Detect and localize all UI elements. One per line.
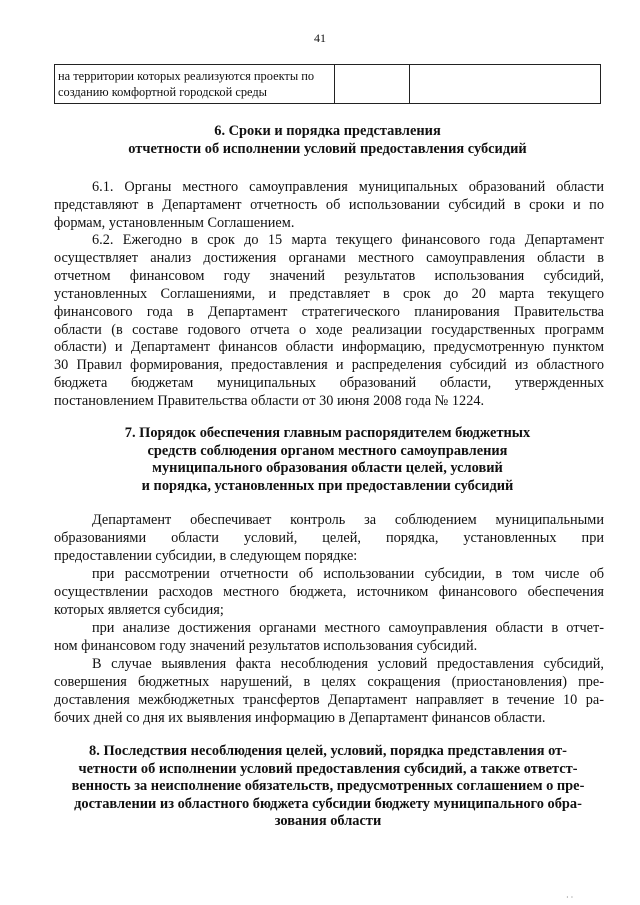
- text-line: доставления межбюджетных трансфертов Департамент направляет в течение 10 ра-: [54, 691, 604, 708]
- text-line: области (в составе годового отчета о ходе реализации государственных программ: [54, 321, 604, 338]
- heading-line: 6. Сроки и порядка представления: [214, 123, 441, 139]
- paragraph-6-2: [54, 232, 604, 411]
- text-line: Департамент обеспечивает контроль за соблюдением муниципальными: [92, 512, 604, 528]
- section-7-heading: [54, 425, 601, 495]
- text-line: формам, установленным Соглашением.: [54, 214, 295, 231]
- heading-line: зования области: [274, 813, 382, 829]
- heading-line: отчетности об исполнении условий предоставления субсидий: [128, 140, 527, 157]
- table-cell-description: [55, 65, 335, 104]
- text-line: осуществляет анализ достижения органами местного самоуправления области в: [54, 249, 604, 266]
- heading-line: и порядка, установленных при предоставлении субсидий: [141, 477, 514, 494]
- heading-line: муниципального образования области целей, условий: [152, 460, 503, 476]
- heading-line: четности об исполнении условий предоставления субсидий, а также ответст-: [78, 760, 578, 777]
- text-line: финансового года в Департамент стратегического планирования Правительства: [54, 303, 604, 320]
- section-6-heading: [54, 123, 601, 158]
- text-line: осуществлении расходов местного бюджета, источником финансового обеспечения: [54, 583, 604, 600]
- text-line: представляют в Департамент отчетность об использовании субсидий в сроки и по: [54, 196, 604, 213]
- table-cell-line: на территории которых реализуются проекты по: [58, 69, 315, 83]
- text-line: ном финансовом году значений результатов использования субсидий.: [54, 637, 478, 654]
- continuation-table: [54, 64, 601, 104]
- heading-line: 7. Порядок обеспечения главным распорядителем бюджетных: [124, 425, 531, 441]
- paragraph-6-1: [54, 179, 604, 233]
- table-cell-empty: [410, 65, 601, 104]
- text-line: 30 Правил формирования, предоставления и распределения субсидий из областного: [54, 357, 604, 374]
- text-line: бюджета бюджетам муниципальных образований области, утвержденных: [54, 375, 604, 392]
- text-line: 6.1. Органы местного самоуправления муниципальных образований области: [92, 179, 604, 195]
- paragraph-7-3: [54, 620, 604, 656]
- text-line: отчетном финансовом году значений результатов использования субсидий,: [54, 267, 604, 284]
- scan-speck: · ·: [566, 893, 574, 902]
- section-8-heading: [52, 743, 604, 831]
- text-line: 6.2. Ежегодно в срок до 15 марта текущего финансового года Департамент: [92, 232, 604, 248]
- paragraph-7-4: [54, 656, 604, 728]
- heading-line: доставлении из областного бюджета субсидии бюджету муниципального обра-: [74, 795, 582, 812]
- paragraph-7-1: [54, 512, 604, 566]
- text-line: при рассмотрении отчетности об использовании субсидии, в том числе об: [92, 566, 604, 582]
- heading-line: средств соблюдения органом местного самоуправления: [147, 442, 508, 459]
- text-line: В случае выявления факта несоблюдения условий предоставления субсидий,: [92, 656, 604, 672]
- paragraph-7-2: [54, 566, 604, 620]
- text-line: совершения бюджетных нарушений, в целях сокращения (приостановления) пре-: [54, 673, 604, 690]
- text-line: предоставлении субсидии, в следующем порядке:: [54, 547, 358, 564]
- text-line: установленных Соглашениями, и представляет в срок до 20 марта текущего: [54, 285, 604, 302]
- heading-line: венность за неисполнение обязательств, предусмотренных соглашением о пре-: [71, 778, 585, 794]
- text-line: образованиями области условий, целей, порядка, установленных при: [54, 529, 604, 546]
- page-number: 41: [314, 31, 326, 45]
- text-line: области) и Департамент финансов области информацию, предусмотренную пунктом: [54, 339, 604, 356]
- text-line: которых является субсидия;: [54, 601, 224, 618]
- table-row: [55, 65, 601, 104]
- table-cell-empty: [335, 65, 410, 104]
- text-line: бочих дней со дня их выявления информацию в Департамент финансов области.: [54, 709, 546, 726]
- text-line: при анализе достижения органами местного самоуправления области в отчет-: [92, 620, 604, 636]
- heading-line: 8. Последствия несоблюдения целей, условий, порядка представления от-: [89, 743, 567, 759]
- table-cell-line: созданию комфортной городской среды: [58, 85, 267, 99]
- text-line: постановлением Правительства области от 30 июня 2008 года № 1224.: [54, 393, 485, 410]
